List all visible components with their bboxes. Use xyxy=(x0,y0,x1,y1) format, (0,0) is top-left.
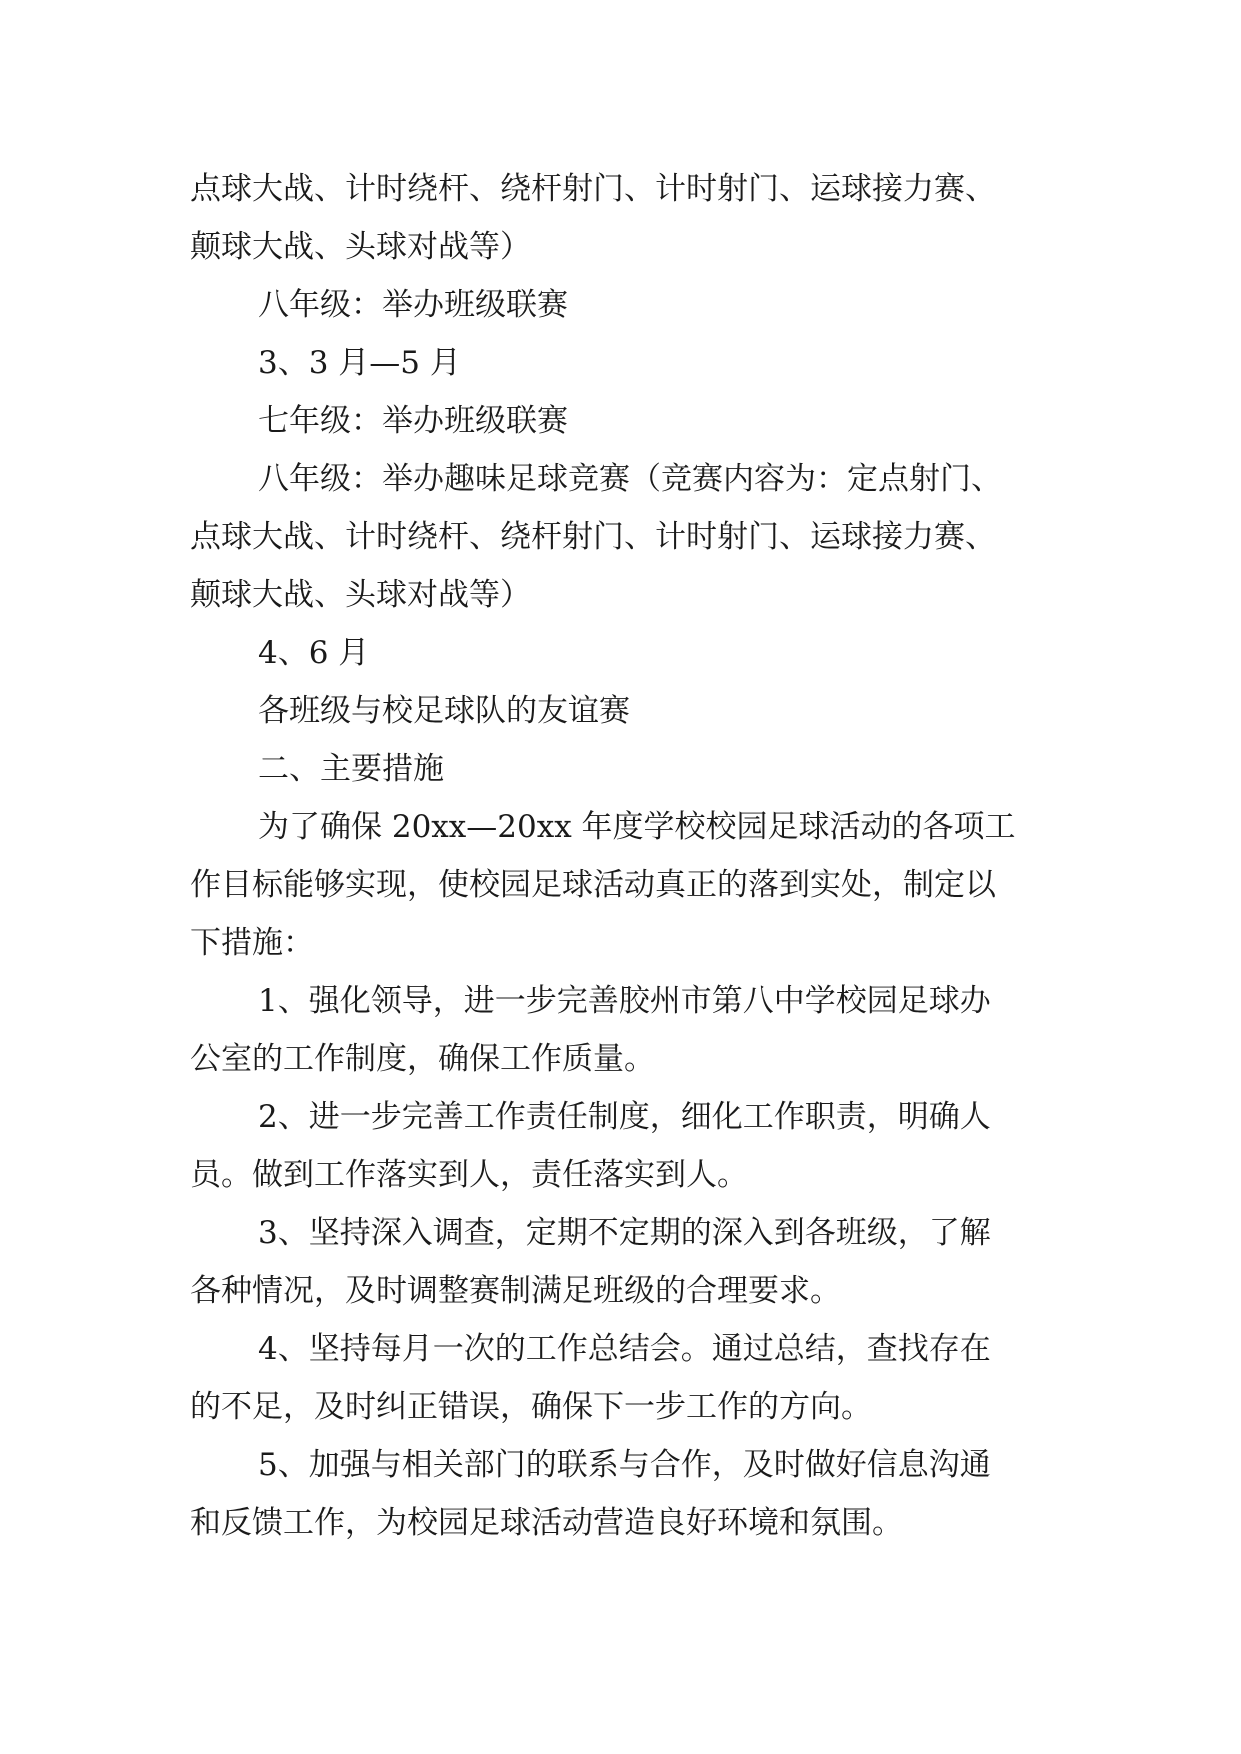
text-line: 各种情况，及时调整赛制满足班级的合理要求。 xyxy=(190,1273,841,1309)
text-line: 点球大战、计时绕杆、绕杆射门、计时射门、运球接力赛、 xyxy=(190,171,996,207)
text-line: 七年级：举办班级联赛 xyxy=(258,403,568,439)
document-body xyxy=(190,160,1070,1552)
paragraph xyxy=(190,740,1070,798)
text-line: 5、加强与相关部门的联系与合作，及时做好信息沟通 xyxy=(258,1447,991,1483)
text-line: 公室的工作制度，确保工作质量。 xyxy=(190,1041,655,1077)
paragraph xyxy=(190,160,1070,276)
paragraph xyxy=(190,682,1070,740)
text-line: 和反馈工作，为校园足球活动营造良好环境和氛围。 xyxy=(190,1505,903,1541)
paragraph xyxy=(190,798,1070,972)
text-line: 3、坚持深入调查，定期不定期的深入到各班级，了解 xyxy=(258,1215,991,1251)
text-line: 员。做到工作落实到人，责任落实到人。 xyxy=(190,1157,748,1193)
paragraph xyxy=(190,624,1070,682)
paragraph xyxy=(190,1320,1070,1436)
paragraph xyxy=(190,972,1070,1088)
text-line: 2、进一步完善工作责任制度，细化工作职责，明确人 xyxy=(258,1099,991,1135)
text-line: 八年级：举办班级联赛 xyxy=(258,287,568,323)
text-line: 颠球大战、头球对战等） xyxy=(190,229,531,265)
text-line: 下措施： xyxy=(190,925,314,961)
text-line: 各班级与校足球队的友谊赛 xyxy=(258,693,630,729)
text-line: 的不足，及时纠正错误，确保下一步工作的方向。 xyxy=(190,1389,872,1425)
text-line: 作目标能够实现，使校园足球活动真正的落到实处，制定以 xyxy=(190,867,996,903)
text-line: 点球大战、计时绕杆、绕杆射门、计时射门、运球接力赛、 xyxy=(190,519,996,555)
text-line: 二、主要措施 xyxy=(258,751,444,787)
paragraph xyxy=(190,392,1070,450)
text-line: 4、坚持每月一次的工作总结会。通过总结，查找存在 xyxy=(258,1331,991,1367)
text-line: 1、强化领导，进一步完善胶州市第八中学校园足球办 xyxy=(258,983,991,1019)
text-line: 八年级：举办趣味足球竞赛（竞赛内容为：定点射门、 xyxy=(258,461,1002,497)
paragraph xyxy=(190,450,1070,624)
text-line: 颠球大战、头球对战等） xyxy=(190,577,531,613)
paragraph xyxy=(190,276,1070,334)
paragraph xyxy=(190,334,1070,392)
paragraph xyxy=(190,1088,1070,1204)
paragraph xyxy=(190,1436,1070,1552)
text-line: 4、6 月 xyxy=(258,635,370,671)
text-line: 3、3 月—5 月 xyxy=(258,345,461,381)
text-line: 为了确保 20xx—20xx 年度学校校园足球活动的各项工 xyxy=(258,809,1016,845)
paragraph xyxy=(190,1204,1070,1320)
